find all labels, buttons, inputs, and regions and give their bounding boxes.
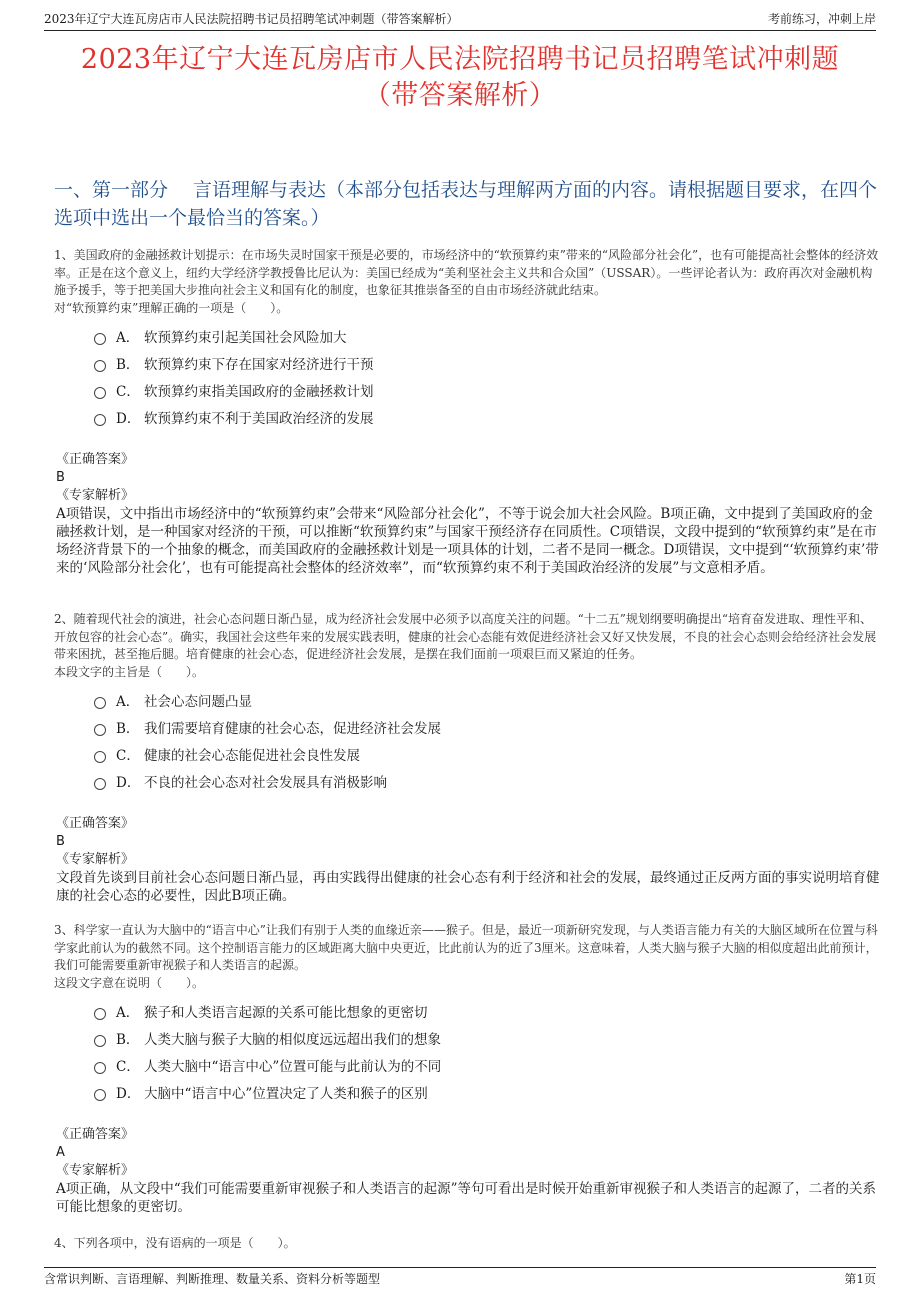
- option-text: 人类大脑中“语言中心”位置可能与此前认为的不同: [144, 1058, 442, 1075]
- document-title-line2: （带答案解析）: [363, 80, 557, 111]
- radio-icon[interactable]: [94, 1035, 106, 1047]
- page-number: 第1页: [844, 1272, 876, 1286]
- radio-icon[interactable]: [94, 360, 106, 372]
- radio-icon[interactable]: [94, 1062, 106, 1074]
- option-b[interactable]: [94, 716, 880, 743]
- analysis-text: A项正确，从文段中“我们可能需要重新审视猴子和人类语言的起源”等句可看出是时候开始重新审视猴子和人类语言的起源了，二者的关系可能比想象的更密切。: [56, 1181, 877, 1215]
- option-letter: B．: [116, 356, 140, 373]
- question-3: [54, 922, 880, 1108]
- option-letter: C．: [116, 383, 140, 400]
- option-letter: A．: [116, 693, 140, 710]
- option-b[interactable]: [94, 352, 880, 379]
- answer-block-2: [54, 815, 880, 905]
- analysis-label: 《专家解析》: [56, 1163, 135, 1178]
- option-letter: D．: [116, 774, 141, 791]
- option-letter: C．: [116, 747, 140, 764]
- option-text: 软预算约束不利于美国政治经济的发展: [144, 410, 374, 427]
- option-text: 健康的社会心态能促进社会良性发展: [144, 747, 360, 764]
- header-slogan: 考前练习，冲刺上岸: [767, 12, 876, 26]
- option-b[interactable]: [94, 1027, 880, 1054]
- option-letter: B．: [116, 720, 140, 737]
- option-letter: D．: [116, 410, 141, 427]
- radio-icon[interactable]: [94, 724, 106, 736]
- option-a[interactable]: [94, 689, 880, 716]
- answer-block-3: [54, 1126, 880, 1216]
- option-list: [54, 689, 880, 797]
- option-text: 软预算约束下存在国家对经济进行干预: [144, 356, 374, 373]
- answer-value: B: [56, 834, 65, 849]
- option-a[interactable]: [94, 1000, 880, 1027]
- running-header: [44, 8, 876, 31]
- radio-icon[interactable]: [94, 1008, 106, 1020]
- option-d[interactable]: [94, 1081, 880, 1108]
- option-c[interactable]: [94, 1054, 880, 1081]
- option-letter: D．: [116, 1085, 141, 1102]
- answer-block-1: [54, 451, 880, 577]
- radio-icon[interactable]: [94, 333, 106, 345]
- question-2: [54, 611, 880, 797]
- option-d[interactable]: [94, 770, 880, 797]
- option-c[interactable]: [94, 379, 880, 406]
- question-4: [54, 1235, 880, 1253]
- analysis-label: 《专家解析》: [56, 852, 135, 867]
- document-title: [40, 42, 880, 114]
- option-c[interactable]: [94, 743, 880, 770]
- answer-label: 《正确答案》: [56, 1127, 135, 1142]
- section-heading: 一、第一部分 言语理解与表达（本部分包括表达与理解两方面的内容。请根据题目要求，在四个选项中选出一个最恰当的答案。）: [54, 179, 878, 229]
- option-list: [54, 325, 880, 433]
- analysis-label: 《专家解析》: [56, 488, 135, 503]
- option-letter: B．: [116, 1031, 140, 1048]
- running-footer: [44, 1267, 876, 1290]
- option-list: [54, 1000, 880, 1108]
- analysis-text: A项错误，文中指出市场经济中的“软预算约束”会带来“风险部分社会化”，不等于说会加大社会风险。B项正确，文中提到了美国政府的金融拯救计划，是一种国家对经济的干预，可以推断“软预算约束”与国家干预经济存在同质性。C项错误，文段中提到的“软预算约束”是在市场经济背景下的一个抽象的概念，而美国政府的金融拯救计划是一项具体的计划，二者不是同一概念。D项错误，文中提到“‘软预算约束’带来的‘风险部分社会化’，也有可能提高社会整体的经济效率”，而“软预算约束不利于美国政治经济的发展”与文意相矛盾。: [56, 506, 879, 576]
- radio-icon[interactable]: [94, 778, 106, 790]
- question-stem: 3、科学家一直认为大脑中的“语言中心”让我们有别于人类的血缘近亲——猴子。但是，最近一项新研究发现，与人类语言能力有关的大脑区域所在位置与科学家此前认为的截然不同。这个控制语言能力的区域距离大脑中央更近，比此前认为的近了3厘米。这意味着，人类大脑与猴子大脑的相似度超出此前预计，我们可能需要重新审视猴子和人类语言的起源。: [54, 923, 878, 972]
- question-stem: 4、下列各项中，没有语病的一项是（ ）。: [54, 1236, 296, 1250]
- analysis-text: 文段首先谈到目前社会心态问题日渐凸显，再由实践得出健康的社会心态有利于经济和社会的发展，最终通过正反两方面的事实说明培育健康的社会心态的必要性，因此B项正确。: [56, 870, 880, 904]
- option-a[interactable]: [94, 325, 880, 352]
- radio-icon[interactable]: [94, 751, 106, 763]
- option-text: 软预算约束引起美国社会风险加大: [144, 329, 347, 346]
- option-text: 软预算约束指美国政府的金融拯救计划: [144, 383, 374, 400]
- option-text: 人类大脑与猴子大脑的相似度远远超出我们的想象: [144, 1031, 441, 1048]
- footer-topics: 含常识判断、言语理解、判断推理、数量关系、资料分析等题型: [44, 1272, 381, 1286]
- question-prompt: 对“软预算约束”理解正确的一项是（ ）。: [54, 300, 289, 315]
- radio-icon[interactable]: [94, 697, 106, 709]
- header-doc-title: 2023年辽宁大连瓦房店市人民法院招聘书记员招聘笔试冲刺题（带答案解析）: [44, 12, 459, 26]
- question-prompt: 本段文字的主旨是（ ）。: [54, 664, 205, 679]
- radio-icon[interactable]: [94, 414, 106, 426]
- answer-value: A: [56, 1145, 65, 1160]
- option-letter: A．: [116, 1004, 140, 1021]
- question-prompt: 这段文字意在说明（ ）。: [54, 975, 205, 990]
- radio-icon[interactable]: [94, 387, 106, 399]
- question-stem: 2、随着现代社会的演进，社会心态问题日渐凸显，成为经济社会发展中必须予以高度关注的问题。“十二五”规划纲要明确提出“培育奋发进取、理性平和、开放包容的社会心态”。确实，我国社会这些年来的发展实践表明，健康的社会心态能有效促进经济社会又好又快发展，不良的社会心态则会给经济社会发展带来困扰，甚至拖后腿。培育健康的社会心态，促进经济社会发展，是摆在我们面前一项艰巨而又紧迫的任务。: [54, 612, 877, 661]
- document-title-line1: 2023年辽宁大连瓦房店市人民法院招聘书记员招聘笔试冲刺题: [80, 44, 840, 75]
- option-text: 社会心态问题凸显: [144, 693, 252, 710]
- option-letter: C．: [116, 1058, 140, 1075]
- answer-value: B: [56, 470, 65, 485]
- question-stem: 1、美国政府的金融拯救计划提示：在市场失灵时国家干预是必要的，市场经济中的“软预算约束”带来的“风险部分社会化”，也有可能提高社会整体的经济效率。正是在这个意义上，纽约大学经济学教授鲁比尼认为：美国已经成为“美利坚社会主义共和合众国”（USSAR）。一些评论者认为：政府再次对金融机构施予援手，等于把美国大步推向社会主义和国有化的制度，也象征其推崇备至的自由市场经济就此结束。: [54, 248, 879, 297]
- answer-label: 《正确答案》: [56, 816, 135, 831]
- option-d[interactable]: [94, 406, 880, 433]
- option-text: 大脑中“语言中心”位置决定了人类和猴子的区别: [144, 1085, 428, 1102]
- question-1: [54, 247, 880, 433]
- option-text: 不良的社会心态对社会发展具有消极影响: [144, 774, 387, 791]
- option-letter: A．: [116, 329, 140, 346]
- option-text: 猴子和人类语言起源的关系可能比想象的更密切: [144, 1004, 428, 1021]
- option-text: 我们需要培育健康的社会心态，促进经济社会发展: [144, 720, 441, 737]
- radio-icon[interactable]: [94, 1089, 106, 1101]
- answer-label: 《正确答案》: [56, 452, 135, 467]
